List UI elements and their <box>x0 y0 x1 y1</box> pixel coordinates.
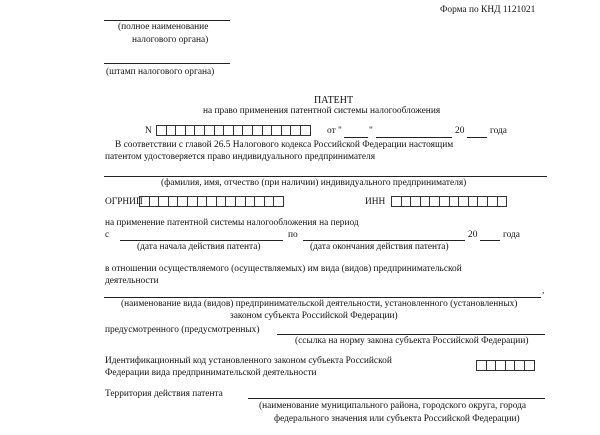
page-title: ПАТЕНТ <box>314 95 354 106</box>
input-cell[interactable] <box>273 196 284 207</box>
stamp-caption: (штамп налогового органа) <box>106 67 215 77</box>
inn-label: ИНН <box>365 197 386 207</box>
patent-year-suffix: года <box>490 126 507 136</box>
patent-month-line[interactable] <box>376 137 452 138</box>
territory-label: Территория действия патента <box>105 389 223 399</box>
id-code-text-2: Федерации вида предпринимательской деятельности <box>105 368 317 378</box>
period-to-label: по <box>288 230 298 240</box>
patent-number-cells[interactable] <box>156 125 310 136</box>
fio-caption: (фамилия, имя, отчество (при наличии) индивидуального предпринимателя) <box>161 178 467 188</box>
activity-caption-2: законом субъекта Российской Федерации) <box>230 311 398 321</box>
period-from-label: с <box>105 230 110 240</box>
activity-text-2: деятельности <box>105 276 159 286</box>
territory-caption-1: (наименование муниципального района, городского округа, города <box>259 401 527 411</box>
page-subtitle: на право применения патентной системы налогообложения <box>203 106 441 116</box>
intro-text-2: патентом удостоверяется право индивидуального предпринимателя <box>105 152 376 162</box>
activity-caption-1: (наименование вида (видов) предпринимательской деятельности, установленного (установленных) <box>121 299 518 309</box>
patent-date-from: от " <box>327 126 342 136</box>
start-date-caption: (дата начала действия патента) <box>137 242 261 252</box>
provided-label: предусмотренного (предусмотренных) <box>105 325 260 335</box>
period-year-prefix: 20 <box>468 230 478 240</box>
territory-caption-2: федерального значения или субъекта Российской Федерации) <box>274 414 520 424</box>
org-name-line <box>104 20 230 21</box>
patent-year-line[interactable] <box>467 137 487 138</box>
inn-cells[interactable] <box>391 196 506 207</box>
patent-year-prefix: 20 <box>455 126 465 136</box>
end-date-caption: (дата окончания действия патента) <box>310 242 449 252</box>
law-reference-line[interactable] <box>277 334 545 335</box>
territory-line[interactable] <box>248 398 545 399</box>
activity-line[interactable] <box>104 297 541 298</box>
input-cell[interactable] <box>524 360 535 371</box>
activity-text-1: в отношении осуществляемого (осуществляемых) им вида (видов) предпринимательской <box>105 264 462 274</box>
id-code-text-1: Идентификационный код установленного законом субъекта Российской <box>105 356 392 366</box>
input-cell[interactable] <box>497 196 508 207</box>
period-year-suffix: года <box>503 230 520 240</box>
period-text: на применение патентной системы налогообложения на период <box>105 218 359 228</box>
start-date-line[interactable] <box>120 240 283 241</box>
stamp-line <box>104 63 230 64</box>
intro-text-1: В соответствии с главой 26.5 Налогового кодекса Российской Федерации настоящим <box>115 140 454 150</box>
form-code: Форма по КНД 1121021 <box>440 5 536 15</box>
org-name-caption-2: налогового органа) <box>132 35 209 45</box>
org-name-caption-1: (полное наименование <box>118 22 209 32</box>
patent-number-label: N <box>145 126 152 136</box>
ogrnip-cells[interactable] <box>139 196 283 207</box>
id-code-cells[interactable] <box>476 360 534 371</box>
patent-date-quote: " <box>369 126 373 136</box>
law-caption: (ссылка на норму закона субъекта Российской Федерации) <box>295 336 529 346</box>
patent-day-line[interactable] <box>344 137 368 138</box>
input-cell[interactable] <box>300 125 311 136</box>
activity-comma: , <box>542 286 545 296</box>
fio-line[interactable] <box>104 176 547 177</box>
ogrnip-label: ОГРНИП <box>105 197 143 207</box>
end-date-line[interactable] <box>303 240 465 241</box>
period-year-line[interactable] <box>480 240 500 241</box>
